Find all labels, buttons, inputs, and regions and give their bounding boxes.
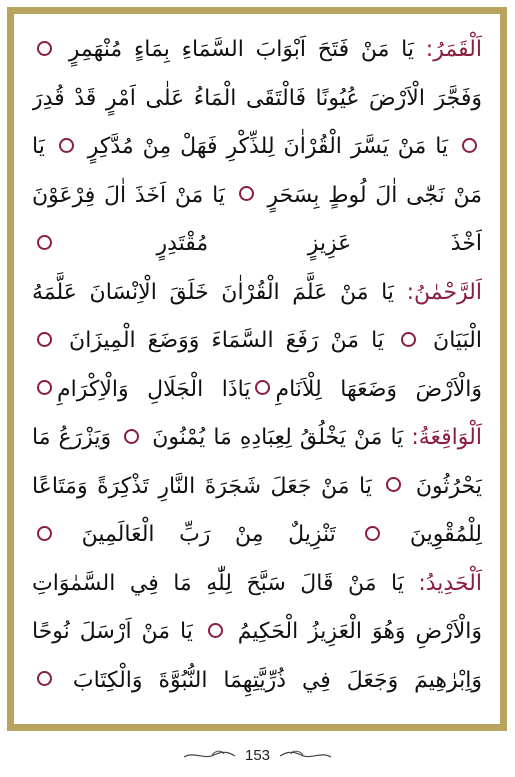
verse-text: يَا مَنْ يَسَّرَ الْقُرْاٰنَ لِلذِّكْرِ فَهَلْ مِنْ مُدَّكِرٍ bbox=[78, 134, 457, 159]
verse-text: يَا مَنْ قَالَ سَبَّحَ لِلّٰهِ مَا فِي السَّمٰوَاتِ bbox=[32, 570, 419, 596]
text-body bbox=[32, 26, 482, 705]
surah-name: اَلْحَدِيدُ: bbox=[418, 570, 482, 596]
verse-text: تَنْزِيلٌ مِنْ رَبِّ الْعَالَمِينَ bbox=[57, 522, 361, 547]
verse-end-marker-icon bbox=[365, 526, 380, 541]
verse-end-marker-icon bbox=[239, 186, 254, 201]
verse-text: وَيَزْرَعُ مَا bbox=[32, 425, 120, 450]
footer-ornament-right-icon bbox=[278, 748, 333, 762]
verse-text: يَا مَنْ عَلَّمَ الْقُرْاٰنَ خَلَقَ الْاِنْسَانَ عَلَّمَهُ bbox=[32, 279, 407, 305]
verse-end-marker-icon bbox=[462, 138, 477, 153]
verse-text: لِلْمُقْوِينَ bbox=[385, 522, 482, 547]
text-line bbox=[32, 560, 482, 609]
verse-text: يَا مَنْ اَخَذَ اٰلَ فِرْعَوْنَ bbox=[32, 182, 234, 208]
page-footer bbox=[0, 742, 515, 768]
footer-ornament-left-icon bbox=[182, 748, 237, 762]
verse-end-marker-icon bbox=[37, 41, 52, 56]
verse-end-marker-icon bbox=[37, 332, 52, 347]
verse-text: يَا مَنْ فَتَحَ اَبْوَابَ السَّمَاءِ بِمَاءٍ مُنْهَمِرٍ bbox=[57, 37, 426, 62]
text-line bbox=[32, 172, 482, 221]
verse-text: يَحْرُثُونَ bbox=[406, 473, 482, 499]
verse-text: الْبَيَانَ bbox=[420, 328, 482, 353]
text-line bbox=[32, 269, 482, 318]
text-line bbox=[32, 123, 482, 172]
verse-text: وَالْاَرْضِ وَهُوَ الْعَزِيزُ الْحَكِيمُ bbox=[227, 619, 482, 644]
text-line bbox=[32, 75, 482, 124]
surah-name: اَلْقَمَرُ: bbox=[425, 37, 482, 62]
page-number: 153 bbox=[244, 746, 271, 764]
verse-text: يَا مَنْ يَخْلُقُ لِعِبَادِهِ مَا يُمْنُونَ bbox=[144, 425, 412, 450]
text-line bbox=[32, 317, 482, 366]
verse-text: يَا مَنْ اَرْسَلَ نُوحًا bbox=[32, 619, 203, 644]
verse-end-marker-icon bbox=[401, 332, 416, 347]
verse-end-marker-icon bbox=[37, 235, 52, 250]
text-line bbox=[32, 608, 482, 657]
text-line bbox=[32, 511, 482, 560]
verse-end-marker-icon bbox=[208, 623, 223, 638]
page-frame bbox=[7, 7, 507, 731]
surah-name: اَلْوَاقِعَةُ: bbox=[411, 425, 482, 450]
verse-text: وَاِبْرٰهِيمَ وَجَعَلَ فِي ذُرِّيَّتِهِمَا النُّبُوَّةَ وَالْكِتَابَ bbox=[57, 667, 482, 693]
verse-text: يَا bbox=[32, 134, 54, 159]
verse-end-marker-icon bbox=[37, 380, 52, 395]
verse-text: مَنْ نَجّٰى اٰلَ لُوطٍ بِسَحَرٍ bbox=[258, 182, 482, 208]
verse-text: يَاذَا الْجَلَالِ وَالْاِكْرَامِ bbox=[57, 376, 251, 402]
text-line bbox=[32, 366, 482, 415]
verse-end-marker-icon bbox=[255, 380, 270, 395]
verse-end-marker-icon bbox=[124, 429, 139, 444]
text-line bbox=[32, 220, 482, 269]
text-line bbox=[32, 657, 482, 706]
verse-end-marker-icon bbox=[59, 138, 74, 153]
verse-text: اَخْذَ عَزِيزٍ مُقْتَدِرٍ bbox=[57, 231, 482, 256]
verse-text: وَفَجَّرَ الْاَرْضَ عُيُونًا فَالْتَقَى الْمَاءُ عَلٰى اَمْرٍ قَدْ قُدِرَ bbox=[32, 85, 482, 111]
verse-text: وَالْاَرْضَ وَضَعَهَا لِلْاَنَامِ bbox=[275, 376, 482, 402]
text-line bbox=[32, 26, 482, 75]
page-frame-inner bbox=[13, 13, 501, 725]
verse-end-marker-icon bbox=[37, 671, 52, 686]
verse-text: يَا مَنْ جَعَلَ شَجَرَةَ النَّارِ تَذْكِرَةً وَمَتَاعًا bbox=[32, 473, 382, 499]
verse-end-marker-icon bbox=[37, 526, 52, 541]
verse-text: يَا مَنْ رَفَعَ السَّمَاءَ وَوَضَعَ الْمِيزَانَ bbox=[57, 328, 396, 353]
verse-end-marker-icon bbox=[386, 477, 401, 492]
surah-name: اَلرَّحْمٰنُ: bbox=[406, 279, 482, 305]
text-line bbox=[32, 414, 482, 463]
text-line bbox=[32, 463, 482, 512]
